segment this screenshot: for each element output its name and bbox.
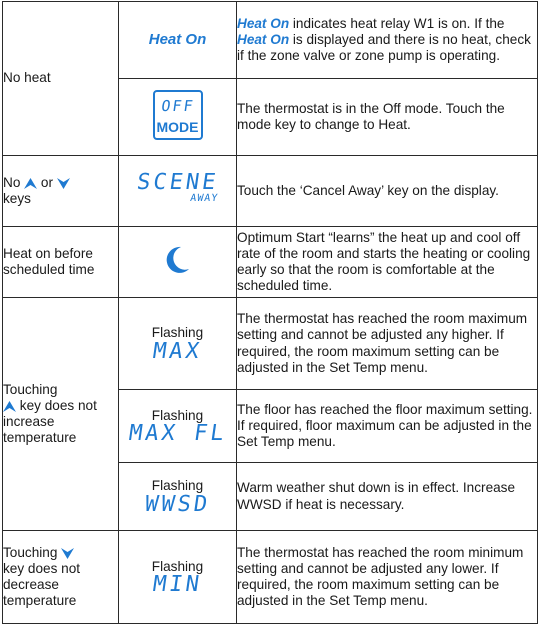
problem-no-increase [3,298,119,531]
flashing-label: Flashing [151,558,204,574]
problem-no-heat [3,2,119,156]
problem-label: keys [3,191,31,206]
table-row [3,2,538,79]
problem-label: or [37,174,57,190]
problem-no-decrease [3,531,119,624]
heat-on-indicator [119,2,237,79]
table-row [3,227,538,298]
moon-icon [165,245,191,275]
problem-label: Touching [3,381,58,397]
problem-label: key does not increase temperature [3,397,97,446]
problem-label: Touching [3,544,62,560]
heat-on-text: Heat On [148,30,207,48]
mode-label: MODE [156,118,199,135]
flashing-label: Flashing [151,478,204,494]
problem-label: No [3,174,25,190]
table-row [3,531,538,624]
max-indicator [119,298,237,390]
flashing-label: Flashing [151,407,204,423]
lcd-wwsd-text: WWSD [143,491,212,517]
description-cell: Warm weather shut down is in effect. Increase WWSD if heat is necessary. [237,463,538,531]
lcd-max-fl-text: MAX FL [127,421,229,446]
troubleshooting-table [2,1,538,624]
up-arrow-icon [24,178,37,189]
heat-on-term: Heat On [237,31,290,47]
max-fl-indicator [119,390,237,463]
min-indicator [119,531,237,624]
description-cell: Optimum Start “learns” the heat up and cool off rate of the room and starts the heating or cooling early so that the room is comfortable at the scheduled time. [237,227,538,298]
table-row [3,298,538,390]
table-row [3,156,538,227]
description-cell: The thermostat has reached the room minimum setting and cannot be adjusted any lower. If required, the room maximum setting can be adjusted in the Set Temp menu. [237,531,538,624]
description-cell: The thermostat is in the Off mode. Touch the mode key to change to Heat. [237,79,538,156]
description-cell: The thermostat has reached the room maximum setting and cannot be adjusted any higher. If required, the room maximum setting can be adjusted in the Set Temp menu. [237,298,538,390]
up-arrow-icon [3,401,16,412]
lcd-away-text: AWAY [189,193,219,204]
desc-text: indicates heat relay W1 is on. If the [289,15,505,31]
mode-key-icon [153,90,203,140]
lcd-scene-text: SCENE [135,169,220,195]
flashing-label: Flashing [151,325,204,341]
down-arrow-icon [61,548,74,559]
desc-text: is displayed and there is no heat, check if the zone valve or zone pump is operating. [237,31,531,64]
problem-no-keys [3,156,119,227]
scene-away-indicator [119,156,237,227]
problem-heat-early: Heat on before scheduled time [3,227,119,298]
optimum-start-indicator [119,227,237,298]
problem-label: key does not decrease temperature [3,560,81,609]
wwsd-indicator [119,463,237,531]
description-cell: The floor has reached the floor maximum setting. If required, floor maximum can be adjusted in the Set Temp menu. [237,390,538,463]
lcd-off-text: OFF [159,96,196,115]
problem-label: No heat [3,70,51,86]
description-cell [237,2,538,79]
off-mode-indicator [119,79,237,156]
down-arrow-icon [57,178,70,189]
description-cell: Touch the ‘Cancel Away’ key on the display. [237,156,538,227]
lcd-min-text: MIN [151,572,204,597]
lcd-max-text: MAX [151,338,204,364]
heat-on-term: Heat On [237,15,290,31]
